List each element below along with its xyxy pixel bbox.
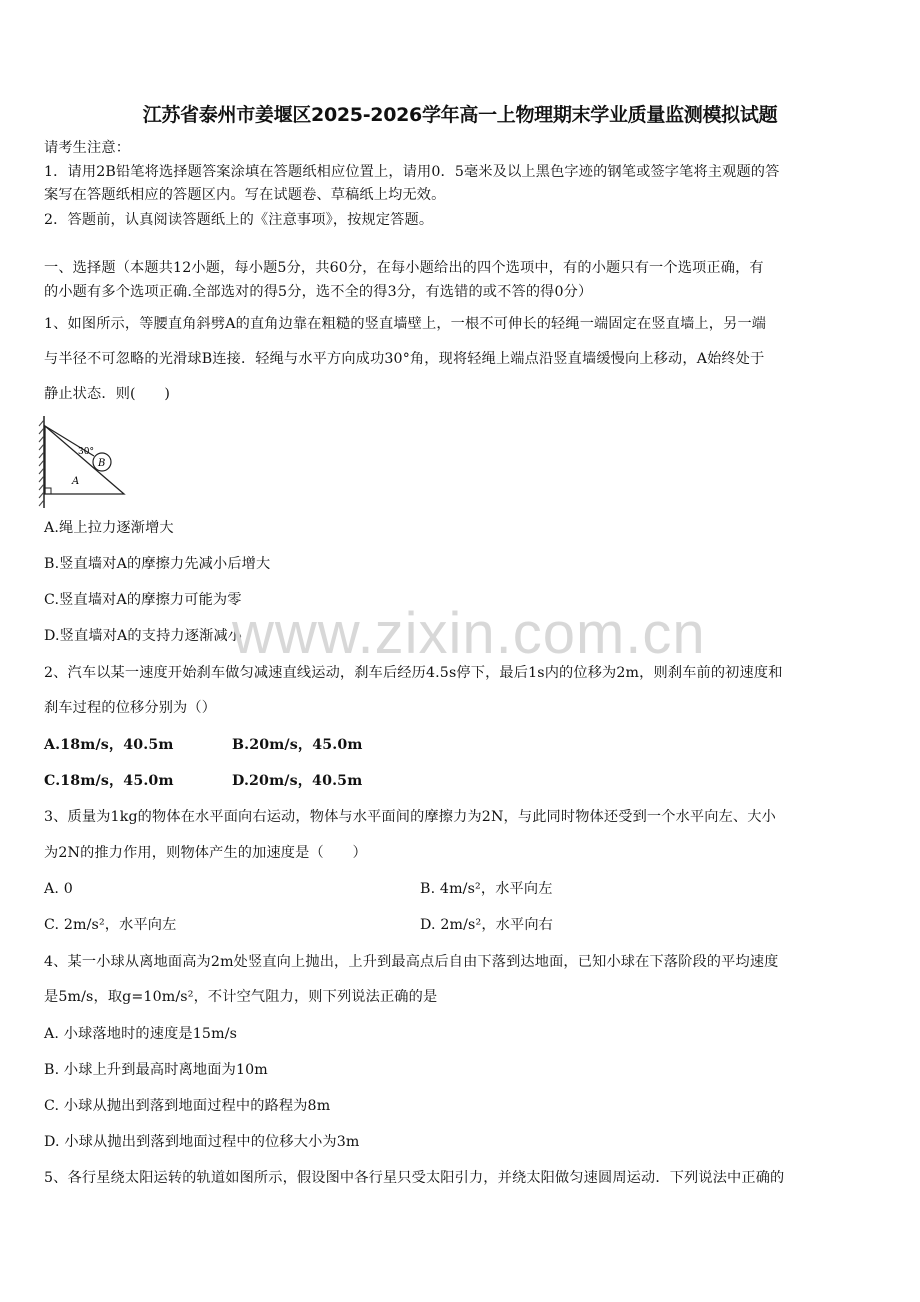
option-d: D.竖直墙对A的支持力逐渐减小 [44, 628, 243, 644]
notice-line: 2．答题前，认真阅读答题纸上的《注意事项》，按规定答题。 [44, 212, 434, 228]
option-b: B. 小球上升到最高时离地面为10m [44, 1062, 268, 1078]
option-b: B. 4m/s²，水平向左 [420, 881, 553, 897]
option-b: B.20m/s，45.0m [232, 737, 363, 753]
wedge-figure [38, 414, 130, 510]
notice-line: 1．请用2B铅笔将选择题答案涂填在答题纸相应位置上，请用0．5毫米及以上黑色字迹的钢笔或签字笔将主观题的答 [44, 164, 780, 180]
option-d: D.20m/s，40.5m [232, 773, 363, 789]
option-c: C. 2m/s²，水平向左 [44, 917, 177, 933]
option-c: C.竖直墙对A的摩擦力可能为零 [44, 592, 242, 608]
question-1-text: 与半径不可忽略的光滑球B连接．轻绳与水平方向成功30°角，现将轻绳上端点沿竖直墙缓慢向上移动，A始终处于 [44, 351, 765, 367]
question-5-text: 5、各行星绕太阳运转的轨道如图所示，假设图中各行星只受太阳引力，并绕太阳做匀速圆周运动．下列说法中正确的 [44, 1170, 785, 1186]
option-a: A.绳上拉力逐渐增大 [44, 520, 174, 536]
option-d: D. 2m/s²，水平向右 [420, 917, 554, 933]
question-3-text: 为2N的推力作用，则物体产生的加速度是（ ） [44, 845, 367, 861]
option-c: C. 小球从抛出到落到地面过程中的路程为8m [44, 1098, 331, 1114]
question-2-text: 2、汽车以某一速度开始刹车做匀减速直线运动，刹车后经历4.5s停下，最后1s内的位移为2m，则刹车前的初速度和 [44, 665, 783, 681]
option-c: C.18m/s，45.0m [44, 773, 174, 789]
wedge-label: A [72, 476, 80, 487]
notice-heading: 请考生注意： [44, 140, 131, 156]
section-heading: 的小题有多个选项正确.全部选对的得5分，选不全的得3分，有选错的或不答的得0分） [44, 284, 593, 300]
question-3-text: 3、质量为1kg的物体在水平面向右运动，物体与水平面间的摩擦力为2N，与此同时物体还受到一个水平向左、大小 [44, 809, 776, 825]
question-2-text: 刹车过程的位移分别为（） [44, 700, 217, 716]
question-4-text: 4、某一小球从离地面高为2m处竖直向上抛出，上升到最高点后自由下落到达地面，已知小球在下落阶段的平均速度 [44, 954, 779, 970]
option-a: A. 0 [44, 881, 73, 897]
option-b: B.竖直墙对A的摩擦力先减小后增大 [44, 556, 271, 572]
option-a: A.18m/s，40.5m [44, 737, 174, 753]
section-heading: 一、选择题（本题共12小题，每小题5分，共60分，在每小题给出的四个选项中，有的小题只有一个选项正确，有 [44, 260, 764, 276]
notice-line: 案写在答题纸相应的答题区内。写在试题卷、草稿纸上均无效。 [44, 187, 446, 203]
question-1-text: 静止状态．则( ) [44, 386, 171, 402]
angle-label: 30° [78, 447, 94, 457]
question-1-text: 1、如图所示，等腰直角斜劈A的直角边靠在粗糙的竖直墙壁上，一根不可伸长的轻绳一端固定在竖直墙上，另一端 [44, 316, 767, 332]
watermark: www.zixin.com.cn [232, 601, 706, 666]
page-title: 江苏省泰州市姜堰区2025-2026学年高一上物理期末学业质量监测模拟试题 [142, 104, 778, 126]
option-d: D. 小球从抛出到落到地面过程中的位移大小为3m [44, 1134, 360, 1150]
question-4-text: 是5m/s，取g=10m/s²，不计空气阻力，则下列说法正确的是 [44, 989, 438, 1005]
ball-label: B [98, 458, 106, 469]
option-a: A. 小球落地时的速度是15m/s [44, 1026, 238, 1042]
